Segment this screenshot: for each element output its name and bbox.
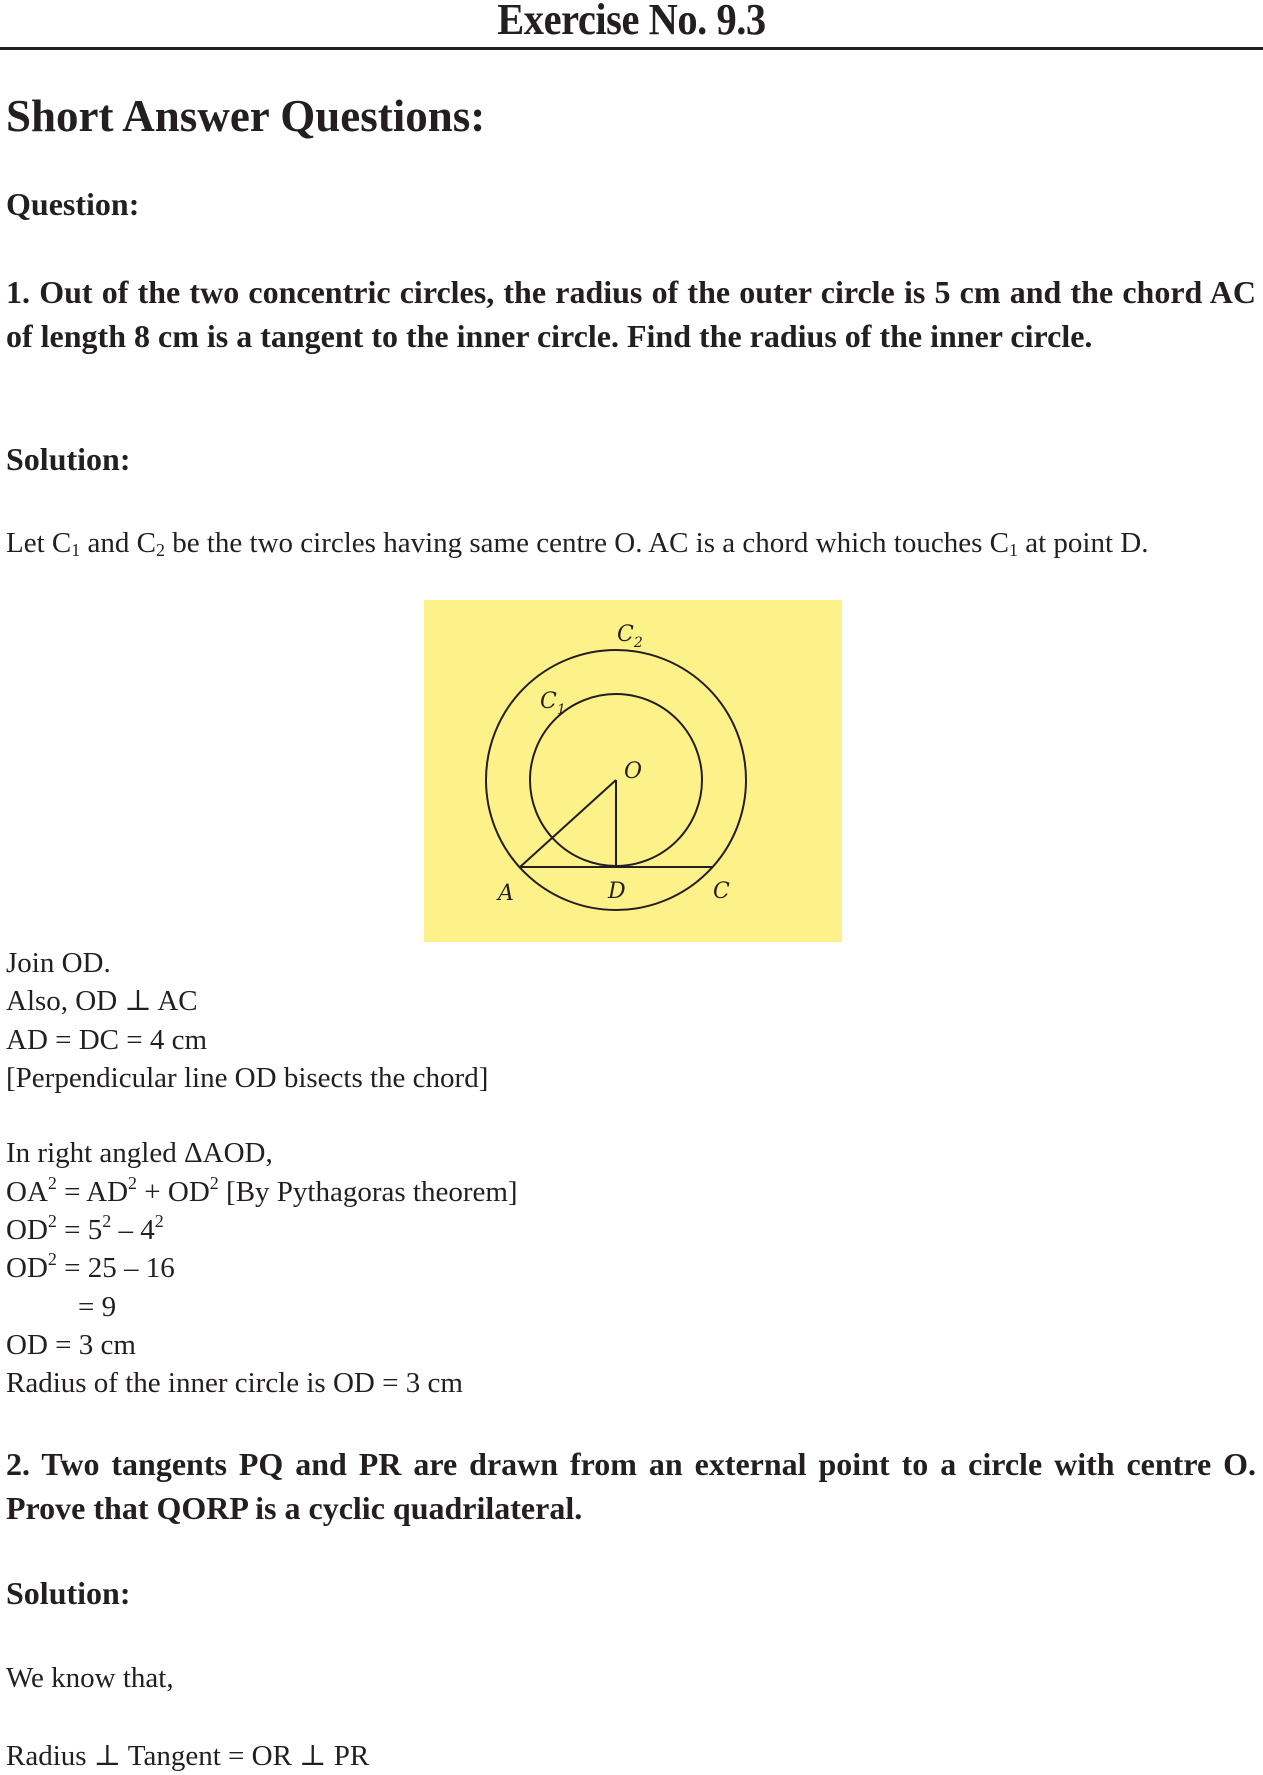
proof-line-4: $OD^2 = 25 - 16$ xyxy=(6,1249,175,1284)
concentric-circles-diagram xyxy=(424,600,842,942)
solution-2-line-1: We know that, xyxy=(6,1662,174,1694)
segment-oa xyxy=(520,780,616,867)
question-1-text: 1. Out of the two concentric circles, the radius of the outer circle is 5 cm and the chord AC of length 8 cm is a tangent to the inner circle. Find the radius of the inner circle. xyxy=(6,274,1256,354)
solution-1-heading: Solution: xyxy=(6,441,131,477)
question-heading: Question: xyxy=(6,186,140,222)
label-d: D xyxy=(608,879,626,904)
proof-line-1: In right angled ΔAOD, xyxy=(6,1137,273,1169)
label-c: C xyxy=(713,879,730,904)
section-title: Short Answer Questions: xyxy=(6,91,486,141)
title-divider xyxy=(0,47,1263,50)
step-ad-dc: AD = DC = 4 cm xyxy=(6,1024,208,1056)
label-c1: $C_1$ xyxy=(540,689,566,718)
proof-line-6: OD = 3 cm xyxy=(6,1329,136,1361)
label-c2: $C_2$ xyxy=(617,622,643,651)
label-a: A xyxy=(498,881,514,906)
page-title: Exercise No. 9.3 xyxy=(497,0,766,44)
step-join-od: Join OD. xyxy=(6,947,111,979)
solution-2-heading: Solution: xyxy=(6,1575,131,1611)
proof-conclusion: Radius of the inner circle is OD = 3 cm xyxy=(6,1367,463,1399)
solution-1-intro: Let $C_1$ and $C_2$ be the two circles having same centre O. AC is a chord which touches $C_1$ at point D. xyxy=(6,527,1149,560)
concentric-circles-figure xyxy=(424,600,842,942)
step-reason: [Perpendicular line OD bisects the chord] xyxy=(6,1062,489,1094)
proof-line-3: $OD^2 = 5^2 - 4^2$ xyxy=(6,1211,164,1246)
proof-line-5: = 9 xyxy=(78,1291,117,1323)
proof-line-2: $OA^2 = AD^2 + OD^2$ [By Pythagoras theorem] xyxy=(6,1173,518,1208)
label-o: O xyxy=(624,759,643,784)
step-od-perpendicular: Also, OD ⊥ AC xyxy=(6,985,198,1017)
question-2-text: 2. Two tangents PQ and PR are drawn from an external point to a circle with centre O. Prove that QORP is a cyclic quadrilateral. xyxy=(6,1446,1256,1526)
solution-2-line-2: Radius ⊥ Tangent = OR ⊥ PR xyxy=(6,1740,370,1772)
